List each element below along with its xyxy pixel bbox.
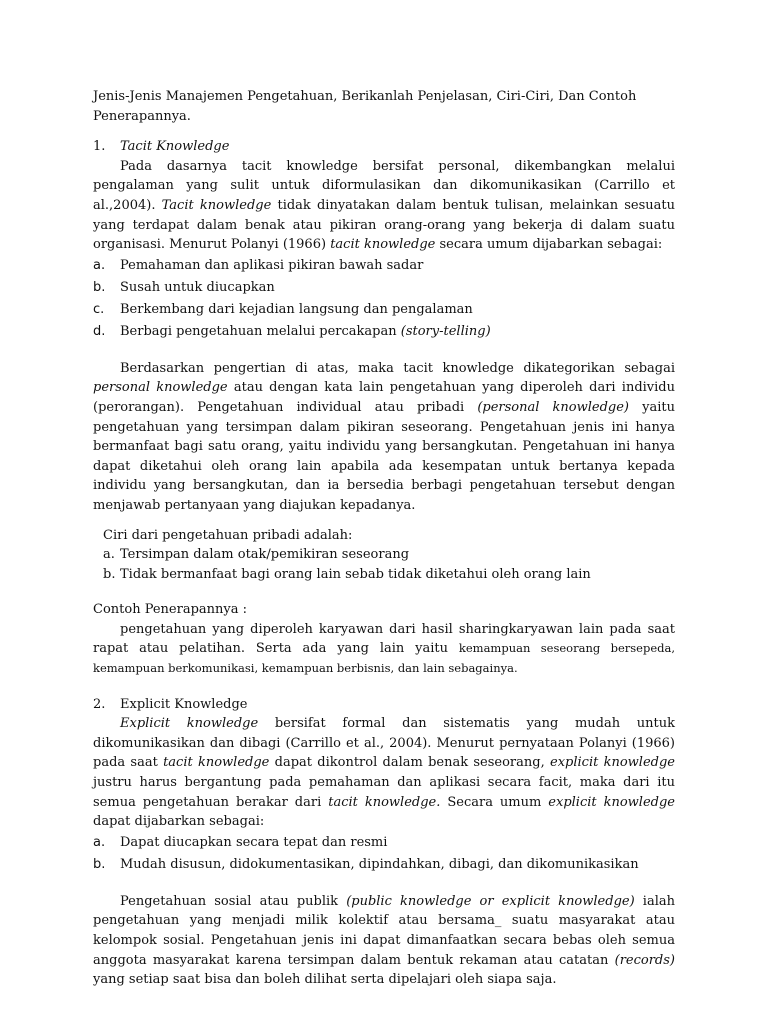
text-run-italic: (public knowledge or explicit knowledge): [346, 893, 635, 909]
list-item: [93, 299, 675, 321]
section-2-paragraph-2: [93, 892, 675, 990]
list-marker: a.: [93, 257, 106, 273]
section-1-number: 1.: [93, 139, 106, 155]
section-2-number: 2.: [93, 696, 106, 712]
text-run-italic: tacit knowledge: [330, 237, 436, 253]
text-run: justru harus bergantung pada pemahaman dan aplikasi secara facit, maka dari itu semua pengetahuan berakar dari: [93, 775, 675, 810]
list-item-text: Dapat diucapkan secara tepat dan resmi: [120, 834, 388, 850]
list-item-text: Pemahaman dan aplikasi pikiran bawah sadar: [120, 257, 424, 273]
contoh-paragraph: [93, 620, 675, 679]
list-marker: c.: [93, 301, 105, 317]
list-item-text: Tidak bermanfaat bagi orang lain sebab tidak diketahui oleh orang lain: [120, 566, 591, 582]
list-item: [93, 545, 675, 565]
list-item-text: Berkembang dari kejadian langsung dan pengalaman: [120, 301, 473, 317]
list-marker: b.: [93, 856, 106, 872]
section-1-heading: [93, 137, 675, 157]
text-run-italic: tacit knowledge: [163, 755, 270, 771]
list-item-text: Berbagi pengetahuan melalui percakapan: [120, 323, 401, 339]
text-run: Berdasarkan pengertian di atas, maka tacit knowledge dikategorikan sebagai: [120, 360, 675, 376]
section-1-paragraph-2: [93, 359, 675, 516]
list-marker: b.: [93, 279, 106, 295]
list-marker: b.: [103, 566, 116, 582]
text-run-italic: Tacit knowledge: [161, 197, 272, 213]
text-run: atau dengan kata lain pengetahuan yang diperoleh dari individu (perorangan). Pengetahuan individual atau pribadi: [93, 380, 675, 415]
text-run: secara umum dijabarkan sebagai:: [435, 237, 663, 253]
text-run: tidak dinyatakan dalam bentuk tulisan, melainkan sesuatu yang terdapat dalam benak atau pikiran orang-orang yang bekerja di dalam suatu organisasi. Menurut Polanyi (1966): [93, 197, 676, 253]
list-marker: d.: [93, 323, 106, 339]
ciri-list: [93, 545, 675, 584]
document-title: Jenis-Jenis Manajemen Pengetahuan, Berikanlah Penjelasan, Ciri-Ciri, Dan Contoh Penerapannya.: [93, 89, 637, 124]
list-item: [93, 321, 675, 343]
text-run-italic: (records): [614, 952, 675, 968]
list-item-text-italic: (story-telling): [400, 323, 491, 339]
text-run-italic: personal knowledge: [93, 380, 228, 396]
text-run: bersifat formal dan sistematis yang mudah untuk dikomunikasikan dan dibagi (Carrillo et al., 2004). Menurut pernyataan Polanyi (1966) pada saat: [93, 716, 675, 771]
text-run: yang setiap saat bisa dan boleh dilihat serta dipelajari oleh siapa saja.: [93, 972, 557, 988]
list-item-text: Mudah disusun, didokumentasikan, dipindahkan, dibagi, dan dikomunikasikan: [120, 856, 639, 872]
section-1-characteristics-list: [93, 255, 675, 343]
text-run-small: kemampuan seseorang bersepeda, kemampuan berkomunikasi, kemampuan berbisnis, dan lain sebagainya.: [93, 641, 676, 676]
text-run: Secara umum: [440, 794, 549, 810]
list-marker: a.: [103, 547, 115, 563]
text-run-italic: explicit knowledge: [548, 794, 675, 810]
section-2-title: Explicit Knowledge: [120, 696, 248, 712]
list-item: [93, 277, 675, 299]
text-run: dapat dikontrol dalam benak seseorang,: [269, 755, 550, 771]
text-run: yaitu pengetahuan yang tersimpan dalam pikiran seseorang. Pengetahuan jenis ini hanya bermanfaat bagi satu orang, yaitu individu yang bersangkutan. Pengetahuan ini hanya dapat diketahui oleh orang lain apabila ada kesempatan untuk bertanya kepada individu yang bersangkutan, dan ia bersedia berbagi pengetahuan tersebut dengan menjawab pertanyaan yang diajukan kepadanya.: [93, 399, 675, 513]
text-run: ialah pengetahuan yang menjadi milik kolektif atau bersama_ suatu masyarakat atau kelompok sosial. Pengetahuan jenis ini dapat dimanfaatkan secara bebas oleh semua anggota masyarakat karena tersimpan dalam bentuk rekaman atau catatan: [93, 893, 675, 968]
text-run: dapat dijabarkan sebagai:: [93, 814, 265, 830]
list-item: [93, 565, 675, 585]
list-item: [93, 832, 675, 854]
contoh-heading: Contoh Penerapannya :: [93, 602, 248, 618]
text-run-italic: (personal knowledge): [477, 399, 630, 415]
ciri-heading: Ciri dari pengetahuan pribadi adalah:: [103, 527, 353, 543]
list-item-text: Tersimpan dalam otak/pemikiran seseorang: [120, 547, 410, 563]
section-2-paragraph-1: [93, 714, 675, 832]
text-run-italic: tacit knowledge.: [328, 794, 441, 810]
list-item: [93, 854, 675, 876]
section-1-paragraph-1: [93, 157, 675, 255]
text-run: Pengetahuan sosial atau publik: [120, 893, 347, 909]
text-run: Pada dasarnya tacit knowledge bersifat personal, dikembangkan melalui pengalaman yang sulit untuk diformulasikan dan dikomunikasikan (Carrillo et al.,2004).: [93, 158, 675, 213]
list-item-text: Susah untuk diucapkan: [120, 279, 275, 295]
section-2-heading: [93, 695, 675, 715]
text-run-italic: explicit knowledge: [550, 755, 675, 771]
list-marker: a.: [93, 834, 106, 850]
text-run-italic: Explicit knowledge: [120, 716, 259, 732]
section-1-title: Tacit Knowledge: [120, 139, 230, 155]
text-run: pengetahuan yang diperoleh karyawan dari hasil sharingkaryawan lain pada saat rapat atau pelatihan. Serta ada yang lain yaitu: [93, 621, 675, 657]
section-2-characteristics-list: [93, 832, 675, 876]
list-item: [93, 255, 675, 277]
